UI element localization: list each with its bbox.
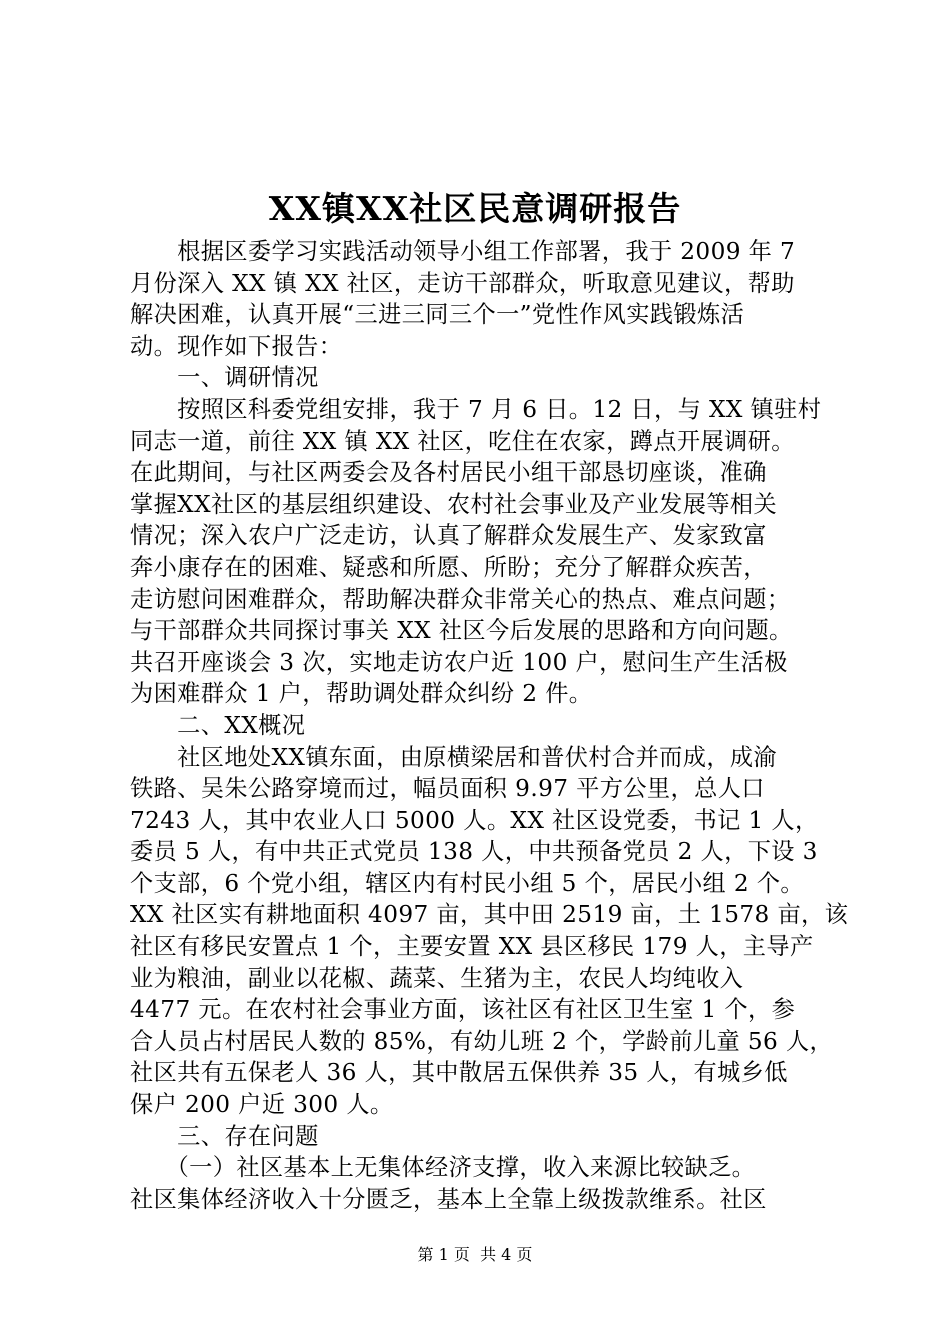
text-line: 三、存在问题: [130, 1122, 319, 1150]
text-line: 4477 元。在农村社会事业方面，该社区有社区卫生室 1 个，参: [130, 996, 796, 1024]
document-title: XX镇XX社区民意调研报告: [268, 189, 682, 228]
text-line: 同志一道，前往 XX 镇 XX 社区，吃住在农家，蹲点开展调研。: [130, 427, 795, 455]
text-line: 业为粮油，副业以花椒、蔬菜、生猪为主，农民人均纯收入: [130, 964, 744, 992]
text-line: 奔小康存在的困难、疑惑和所愿、所盼；充分了解群众疾苦，: [130, 553, 767, 581]
text-line: 解决困难，认真开展“三进三同三个一”党性作风实践锻炼活: [130, 301, 745, 329]
text-line: 动。现作如下报告：: [130, 332, 343, 360]
text-line: 个支部，6 个党小组，辖区内有村民小组 5 个，居民小组 2 个。: [130, 869, 804, 897]
text-line: 保户 200 户近 300 人。: [130, 1091, 394, 1119]
text-line: 社区集体经济收入十分匮乏，基本上全靠上级拨款维系。社区: [130, 1185, 767, 1213]
text-line: 为困难群众 1 户，帮助调处群众纠纷 2 件。: [130, 680, 593, 708]
document-body: [130, 236, 849, 1215]
text-line: （一）社区基本上无集体经济支撑，收入来源比较缺乏。: [130, 1154, 756, 1182]
text-line: 掌握XX社区的基层组织建设、农村社会事业及产业发展等相关: [130, 490, 778, 518]
text-line: 按照区科委党组安排，我于 7 月 6 日。12 日，与 XX 镇驻村: [130, 395, 822, 423]
text-line: 社区有移民安置点 1 个，主要安置 XX 县区移民 179 人，主导产: [130, 933, 814, 961]
text-line: 月份深入 XX 镇 XX 社区，走访干部群众，听取意见建议，帮助: [130, 269, 795, 297]
text-line: 委员 5 人，有中共正式党员 138 人，中共预备党员 2 人，下设 3: [130, 838, 818, 866]
text-line: 情况；深入农户广泛走访，认真了解群众发展生产、发家致富: [130, 522, 767, 550]
page-footer: 第 1 页 共 4 页: [417, 1245, 533, 1264]
text-line: 根据区委学习实践活动领导小组工作部署，我于 2009 年 7: [130, 238, 796, 265]
text-line: 一、调研情况: [130, 364, 319, 392]
text-line: 走访慰问困难群众，帮助解决群众非常关心的热点、难点问题；: [130, 585, 791, 613]
text-line: 社区共有五保老人 36 人，其中散居五保供养 35 人，有城乡低: [130, 1059, 788, 1087]
text-line: 二、XX概况: [130, 711, 306, 739]
text-line: 7243 人，其中农业人口 5000 人。XX 社区设党委，书记 1 人，: [130, 806, 819, 834]
text-line: XX 社区实有耕地面积 4097 亩，其中田 2519 亩，土 1578 亩，该: [130, 901, 849, 929]
text-line: 共召开座谈会 3 次，实地走访农户近 100 户，慰问生产生活极: [130, 648, 788, 676]
text-line: 与干部群众共同探讨事关 XX 社区今后发展的思路和方向问题。: [130, 617, 793, 645]
text-line: 铁路、吴朱公路穿境而过，幅员面积 9.97 平方公里，总人口: [130, 775, 765, 803]
text-line: 社区地处XX镇东面，由原横梁居和普伏村合并而成，成渝: [130, 743, 778, 771]
text-line: 在此期间，与社区两委会及各村居民小组干部恳切座谈，准确: [130, 459, 767, 487]
text-line: 合人员占村居民人数的 85%，有幼儿班 2 个，学龄前儿童 56 人，: [130, 1027, 834, 1055]
